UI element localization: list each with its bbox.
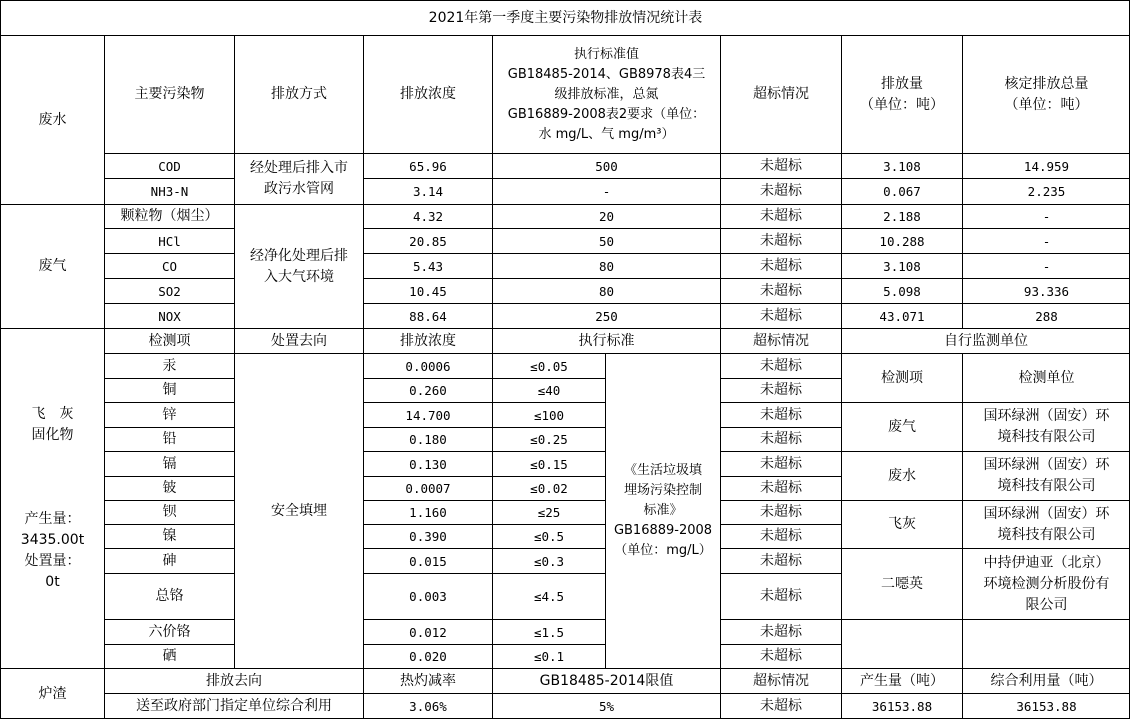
category-fly-ash: 飞 灰 固化物 产生量： 3435.00t 处置量： 0t xyxy=(0,328,104,668)
pollutant-name: HCl xyxy=(104,228,234,253)
item-name: 六价铬 xyxy=(104,619,234,644)
item-name: 锌 xyxy=(104,402,234,427)
limit-value: ≤40 xyxy=(492,378,605,402)
exceed-status: 未超标 xyxy=(720,303,841,328)
concentration-value: 0.0007 xyxy=(363,476,492,500)
total-value: - xyxy=(962,253,1130,278)
concentration-value: 0.260 xyxy=(363,378,492,402)
concentration-value: 4.32 xyxy=(363,204,492,228)
exceed-status: 未超标 xyxy=(720,500,841,524)
monitor-item: 飞灰 xyxy=(841,500,962,548)
monitor-item: 二噁英 xyxy=(841,548,962,619)
category-wastewater: 废水 xyxy=(0,35,104,204)
total-value: 288 xyxy=(962,303,1130,328)
item-name: 镉 xyxy=(104,451,234,476)
slag-limit-value: 5% xyxy=(492,693,720,719)
standard-value: 250 xyxy=(492,303,720,328)
monitor-item: 废气 xyxy=(841,402,962,451)
amount-value: 0.067 xyxy=(841,178,962,204)
item-name: 总铬 xyxy=(104,573,234,619)
exceed-status: 未超标 xyxy=(720,402,841,427)
concentration-value: 0.180 xyxy=(363,427,492,451)
slag-header-limit: GB18485-2014限值 xyxy=(492,668,720,693)
exceed-status: 未超标 xyxy=(720,353,841,378)
table-title: 2021年第一季度主要污染物排放情况统计表 xyxy=(0,0,1130,35)
amount-value: 10.288 xyxy=(841,228,962,253)
monitor-item: 废水 xyxy=(841,451,962,500)
header-exceed: 超标情况 xyxy=(720,328,841,353)
standard-value: 50 xyxy=(492,228,720,253)
concentration-value: 88.64 xyxy=(363,303,492,328)
category-slag: 炉渣 xyxy=(0,668,104,719)
limit-value: ≤0.25 xyxy=(492,427,605,451)
slag-header-used: 综合利用量（吨） xyxy=(962,668,1130,693)
pollutant-name: NOX xyxy=(104,303,234,328)
limit-value: ≤0.15 xyxy=(492,451,605,476)
concentration-value: 0.020 xyxy=(363,644,492,668)
monitor-unit: 国环绿洲（固安）环 境科技有限公司 xyxy=(962,500,1130,548)
monitor-unit: 国环绿洲（固安）环 境科技有限公司 xyxy=(962,402,1130,451)
header-exceed: 超标情况 xyxy=(720,35,841,153)
header-total: 核定排放总量 （单位：吨） xyxy=(962,35,1130,153)
limit-value: ≤1.5 xyxy=(492,619,605,644)
header-concentration: 排放浓度 xyxy=(363,328,492,353)
standard-value: 20 xyxy=(492,204,720,228)
pollutant-name: 颗粒物（烟尘） xyxy=(104,204,234,228)
item-name: 砷 xyxy=(104,548,234,573)
exceed-status: 未超标 xyxy=(720,427,841,451)
concentration-value: 20.85 xyxy=(363,228,492,253)
item-name: 铅 xyxy=(104,427,234,451)
exceed-status: 未超标 xyxy=(720,548,841,573)
exceed-status: 未超标 xyxy=(720,619,841,644)
monitor-header-item: 检测项 xyxy=(841,353,962,402)
exceed-status: 未超标 xyxy=(720,451,841,476)
header-method: 排放方式 xyxy=(234,35,363,153)
total-value: 14.959 xyxy=(962,153,1130,178)
slag-header-destination: 排放去向 xyxy=(104,668,363,693)
amount-value: 2.188 xyxy=(841,204,962,228)
concentration-value: 1.160 xyxy=(363,500,492,524)
exceed-status: 未超标 xyxy=(720,278,841,303)
header-monitor-unit: 自行监测单位 xyxy=(841,328,1130,353)
concentration-value: 0.130 xyxy=(363,451,492,476)
fly-ash-standard-name: 《生活垃圾填 埋场污染控制 标准》 GB16889-2008 （单位：mg/L） xyxy=(605,353,720,668)
limit-value: ≤0.02 xyxy=(492,476,605,500)
wastewater-method: 经处理后排入市 政污水管网 xyxy=(234,153,363,204)
amount-value: 43.071 xyxy=(841,303,962,328)
header-item: 检测项 xyxy=(104,328,234,353)
header-destination: 处置去向 xyxy=(234,328,363,353)
concentration-value: 0.012 xyxy=(363,619,492,644)
limit-value: ≤0.5 xyxy=(492,524,605,548)
exceed-status: 未超标 xyxy=(720,573,841,619)
limit-value: ≤0.3 xyxy=(492,548,605,573)
header-amount: 排放量 （单位：吨） xyxy=(841,35,962,153)
concentration-value: 0.390 xyxy=(363,524,492,548)
category-waste-gas: 废气 xyxy=(0,204,104,328)
item-name: 汞 xyxy=(104,353,234,378)
item-name: 硒 xyxy=(104,644,234,668)
exceed-status: 未超标 xyxy=(720,378,841,402)
fly-ash-destination: 安全填埋 xyxy=(234,353,363,668)
slag-loss-value: 3.06% xyxy=(363,693,492,719)
slag-used-value: 36153.88 xyxy=(962,693,1130,719)
standard-value: 80 xyxy=(492,253,720,278)
total-value: 93.336 xyxy=(962,278,1130,303)
concentration-value: 65.96 xyxy=(363,153,492,178)
limit-value: ≤0.1 xyxy=(492,644,605,668)
limit-value: ≤100 xyxy=(492,402,605,427)
exceed-status: 未超标 xyxy=(720,204,841,228)
item-name: 铜 xyxy=(104,378,234,402)
slag-header-loss: 热灼减率 xyxy=(363,668,492,693)
monitor-unit: 中持伊迪亚（北京） 环境检测分析股份有 限公司 xyxy=(962,548,1130,619)
monitor-empty xyxy=(841,619,962,668)
total-value: - xyxy=(962,228,1130,253)
exceed-status: 未超标 xyxy=(720,228,841,253)
item-name: 镍 xyxy=(104,524,234,548)
exceed-status: 未超标 xyxy=(720,153,841,178)
concentration-value: 0.015 xyxy=(363,548,492,573)
amount-value: 3.108 xyxy=(841,253,962,278)
limit-value: ≤25 xyxy=(492,500,605,524)
pollutant-name: CO xyxy=(104,253,234,278)
concentration-value: 10.45 xyxy=(363,278,492,303)
amount-value: 3.108 xyxy=(841,153,962,178)
slag-destination: 送至政府部门指定单位综合利用 xyxy=(104,693,363,719)
monitor-empty xyxy=(962,619,1130,668)
item-name: 钡 xyxy=(104,500,234,524)
pollutant-name: SO2 xyxy=(104,278,234,303)
total-value: 2.235 xyxy=(962,178,1130,204)
standard-value: - xyxy=(492,178,720,204)
slag-header-produced: 产生量（吨） xyxy=(841,668,962,693)
limit-value: ≤0.05 xyxy=(492,353,605,378)
header-standard: 执行标准值 GB18485-2014、GB8978表4三 级排放标准，总氮 GB16889-2008表2要求（单位： 水 mg/L、气 mg/m³） xyxy=(492,35,720,153)
item-name: 铍 xyxy=(104,476,234,500)
concentration-value: 14.700 xyxy=(363,402,492,427)
amount-value: 5.098 xyxy=(841,278,962,303)
monitor-header-unit: 检测单位 xyxy=(962,353,1130,402)
slag-header-exceed: 超标情况 xyxy=(720,668,841,693)
concentration-value: 0.0006 xyxy=(363,353,492,378)
concentration-value: 0.003 xyxy=(363,573,492,619)
total-value: - xyxy=(962,204,1130,228)
header-standard: 执行标准 xyxy=(492,328,720,353)
standard-value: 500 xyxy=(492,153,720,178)
concentration-value: 5.43 xyxy=(363,253,492,278)
pollutant-name: NH3-N xyxy=(104,178,234,204)
limit-value: ≤4.5 xyxy=(492,573,605,619)
header-pollutant: 主要污染物 xyxy=(104,35,234,153)
slag-produced-value: 36153.88 xyxy=(841,693,962,719)
exceed-status: 未超标 xyxy=(720,476,841,500)
pollutant-name: COD xyxy=(104,153,234,178)
exceed-status: 未超标 xyxy=(720,253,841,278)
waste-gas-method: 经净化处理后排 入大气环境 xyxy=(234,204,363,328)
monitor-unit: 国环绿洲（固安）环 境科技有限公司 xyxy=(962,451,1130,500)
exceed-status: 未超标 xyxy=(720,524,841,548)
header-concentration: 排放浓度 xyxy=(363,35,492,153)
concentration-value: 3.14 xyxy=(363,178,492,204)
standard-value: 80 xyxy=(492,278,720,303)
slag-exceed-status: 未超标 xyxy=(720,693,841,719)
exceed-status: 未超标 xyxy=(720,644,841,668)
exceed-status: 未超标 xyxy=(720,178,841,204)
